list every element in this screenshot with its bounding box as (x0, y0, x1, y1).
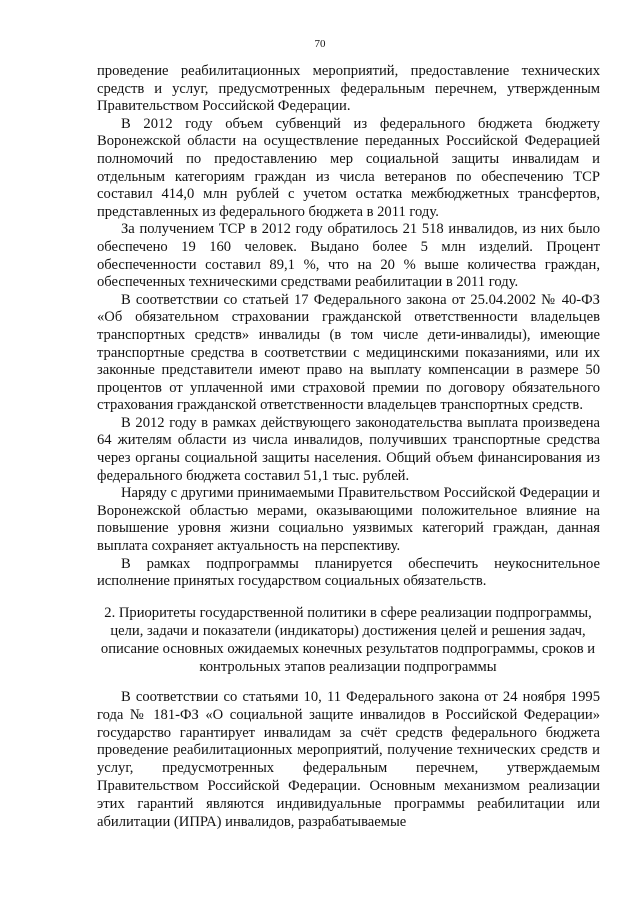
paragraph: В рамках подпрограммы планируется обеспечить неукоснительное исполнение принятых государством социальных обязательств. (97, 555, 600, 590)
paragraph: В соответствии со статьями 10, 11 Федерального закона от 24 ноября 1995 года № 181-ФЗ «О социальной защите инвалидов в Российской Федерации» государство гарантирует инвалидам за счёт средств федерального бюджета проведение реабилитационных мероприятий, получение технических средств и услуг, предусмотренных федеральным перечнем, утверждаемым Правительством Российской Федерации. Основным механизмом реализации этих гарантий являются индивидуальные программы реабилитации или абилитации (ИПРА) инвалидов, разрабатываемые (97, 689, 600, 830)
paragraph: проведение реабилитационных мероприятий, предоставление технических средств и услуг, предусмотренных федеральным перечнем, утвержденным Правительством Российской Федерации. (97, 63, 600, 115)
section-heading: 2. Приоритеты государственной политики в сфере реализации подпрограммы, цели, задачи и показатели (индикаторы) достижения целей и решения задач, описание основных ожидаемых конечных результатов подпрограммы, сроков и контрольных этапов реализации подпрограммы (100, 605, 596, 675)
paragraph: Наряду с другими принимаемыми Правительством Российской Федерации и Воронежской областью мерами, оказывающими положительное влияние на повышение уровня жизни социально уязвимых категорий граждан, данная выплата сохраняет актуальность на перспективу. (97, 485, 600, 555)
paragraph: За получением ТСР в 2012 году обратилось 21 518 инвалидов, из них было обеспечено 19 160 человек. Выдано более 5 млн изделий. Процент обеспеченности составил 89,1 %, что на 20 % выше количества граждан, обеспеченных техническими средствами реабилитации в 2011 году. (97, 221, 600, 291)
paragraph: В 2012 году объем субвенций из федерального бюджета бюджету Воронежской области на осуществление переданных Российской Федерацией полномочий по предоставлению мер социальной защиты инвалидам и отдельным категориям граждан из числа ветеранов по обеспечению ТСР составил 414,0 млн рублей с учетом остатка межбюджетных трансфертов, представленных из федерального бюджета в 2011 году. (97, 115, 600, 220)
paragraph: В соответствии со статьей 17 Федерального закона от 25.04.2002 № 40-ФЗ «Об обязательном страховании гражданской ответственности владельцев транспортных средств» инвалиды (в том числе дети-инвалиды), имеющие транспортные средства в соответствии с медицинскими показаниями, или их законные представители имеют право на выплату компенсации в размере 50 процентов от уплаченной ими страховой премии по договору обязательного страхования гражданской ответственности владельцев транспортных средств. (97, 291, 600, 414)
page-number: 70 (314, 38, 326, 50)
paragraph: В 2012 году в рамках действующего законодательства выплата произведена 64 жителям области из числа инвалидов, получивших транспортные средства через органы социальной защиты населения. Общий объем финансирования из федерального бюджета составил 51,1 тыс. рублей. (97, 414, 600, 484)
section-body (97, 689, 600, 831)
body-text (97, 63, 600, 591)
